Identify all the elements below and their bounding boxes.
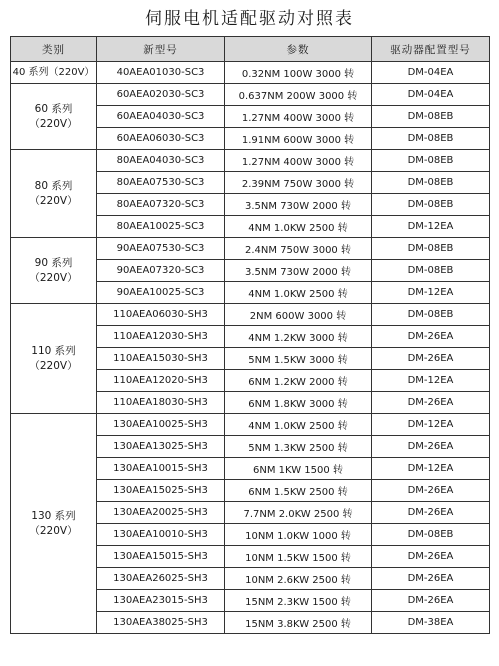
driver-cell: DM-26EA — [372, 590, 490, 612]
driver-cell: DM-26EA — [372, 568, 490, 590]
params-cell: 10NM 2.6KW 2500 转 — [225, 568, 372, 590]
driver-cell: DM-26EA — [372, 502, 490, 524]
driver-cell: DM-38EA — [372, 612, 490, 634]
model-cell: 130AEA15015-SH3 — [97, 546, 225, 568]
category-voltage: （220V） — [29, 271, 78, 284]
params-cell: 15NM 2.3KW 1500 转 — [225, 590, 372, 612]
params-cell: 6NM 1KW 1500 转 — [225, 458, 372, 480]
model-cell: 130AEA20025-SH3 — [97, 502, 225, 524]
model-cell: 130AEA15025-SH3 — [97, 480, 225, 502]
category-voltage: （220V） — [29, 524, 78, 537]
model-cell: 80AEA07530-SC3 — [97, 172, 225, 194]
page-title: 伺服电机适配驱动对照表 — [145, 9, 354, 29]
model-cell: 80AEA10025-SC3 — [97, 216, 225, 238]
table-row — [11, 150, 490, 172]
params-cell: 1.91NM 600W 3000 转 — [225, 128, 372, 150]
model-cell: 80AEA07320-SC3 — [97, 194, 225, 216]
params-cell: 5NM 1.5KW 3000 转 — [225, 348, 372, 370]
driver-cell: DM-12EA — [372, 370, 490, 392]
model-cell: 110AEA15030-SH3 — [97, 348, 225, 370]
category-cell — [11, 150, 97, 238]
model-cell: 90AEA07320-SC3 — [97, 260, 225, 282]
table-row — [11, 304, 490, 326]
params-cell: 3.5NM 730W 2000 转 — [225, 260, 372, 282]
driver-cell: DM-26EA — [372, 480, 490, 502]
model-cell: 130AEA23015-SH3 — [97, 590, 225, 612]
model-cell: 60AEA04030-SC3 — [97, 106, 225, 128]
category-voltage: （220V） — [29, 117, 78, 130]
category-cell — [11, 414, 97, 634]
params-cell: 4NM 1.0KW 2500 转 — [225, 216, 372, 238]
header-model: 新型号 — [97, 37, 225, 62]
params-cell: 3.5NM 730W 2000 转 — [225, 194, 372, 216]
driver-cell: DM-12EA — [372, 282, 490, 304]
model-cell: 130AEA38025-SH3 — [97, 612, 225, 634]
header-driver: 驱动器配置型号 — [372, 37, 490, 62]
model-cell: 130AEA26025-SH3 — [97, 568, 225, 590]
model-cell: 80AEA04030-SC3 — [97, 150, 225, 172]
model-cell: 60AEA02030-SC3 — [97, 84, 225, 106]
category-series: 80 系列 — [34, 179, 73, 192]
params-cell: 6NM 1.5KW 2500 转 — [225, 480, 372, 502]
table-row — [11, 62, 490, 84]
model-cell: 90AEA10025-SC3 — [97, 282, 225, 304]
header-row — [11, 37, 490, 62]
params-cell: 6NM 1.8KW 3000 转 — [225, 392, 372, 414]
model-cell: 110AEA06030-SH3 — [97, 304, 225, 326]
params-cell: 0.637NM 200W 3000 转 — [225, 84, 372, 106]
driver-cell: DM-26EA — [372, 546, 490, 568]
table-row — [11, 238, 490, 260]
category-voltage: （220V） — [29, 194, 78, 207]
params-cell: 10NM 1.5KW 1500 转 — [225, 546, 372, 568]
driver-cell: DM-08EB — [372, 106, 490, 128]
params-cell: 1.27NM 400W 3000 转 — [225, 150, 372, 172]
category-cell — [11, 238, 97, 304]
model-cell: 130AEA10015-SH3 — [97, 458, 225, 480]
model-cell: 60AEA06030-SC3 — [97, 128, 225, 150]
params-cell: 15NM 3.8KW 2500 转 — [225, 612, 372, 634]
params-cell: 10NM 1.0KW 1000 转 — [225, 524, 372, 546]
table-row — [11, 414, 490, 436]
params-cell: 6NM 1.2KW 2000 转 — [225, 370, 372, 392]
model-cell: 110AEA18030-SH3 — [97, 392, 225, 414]
driver-cell: DM-26EA — [372, 392, 490, 414]
model-cell: 90AEA07530-SC3 — [97, 238, 225, 260]
category-cell — [11, 304, 97, 414]
category-series: 60 系列 — [34, 102, 73, 115]
driver-cell: DM-04EA — [372, 62, 490, 84]
driver-cell: DM-26EA — [372, 436, 490, 458]
driver-cell: DM-08EB — [372, 238, 490, 260]
params-cell: 4NM 1.0KW 2500 转 — [225, 282, 372, 304]
category-series: 130 系列 — [31, 509, 76, 522]
params-cell: 4NM 1.0KW 2500 转 — [225, 414, 372, 436]
params-cell: 2NM 600W 3000 转 — [225, 304, 372, 326]
driver-cell: DM-12EA — [372, 216, 490, 238]
category-series: 110 系列 — [31, 344, 76, 357]
driver-cell: DM-08EB — [372, 194, 490, 216]
params-cell: 5NM 1.3KW 2500 转 — [225, 436, 372, 458]
driver-cell: DM-08EB — [372, 524, 490, 546]
driver-cell: DM-12EA — [372, 458, 490, 480]
category-voltage: （220V） — [29, 359, 78, 372]
driver-cell: DM-08EB — [372, 304, 490, 326]
category-series: 40 系列（220V） — [12, 67, 95, 78]
category-series: 90 系列 — [34, 256, 73, 269]
model-cell: 130AEA10025-SH3 — [97, 414, 225, 436]
driver-cell: DM-08EB — [372, 150, 490, 172]
driver-cell: DM-08EB — [372, 172, 490, 194]
params-cell: 7.7NM 2.0KW 2500 转 — [225, 502, 372, 524]
category-cell — [11, 84, 97, 150]
model-cell: 110AEA12030-SH3 — [97, 326, 225, 348]
driver-cell: DM-08EB — [372, 260, 490, 282]
driver-cell: DM-04EA — [372, 84, 490, 106]
header-params: 参数 — [225, 37, 372, 62]
driver-cell: DM-12EA — [372, 414, 490, 436]
model-cell: 40AEA01030-SC3 — [97, 62, 225, 84]
table-header — [11, 37, 490, 62]
params-cell: 2.4NM 750W 3000 转 — [225, 238, 372, 260]
model-cell: 130AEA13025-SH3 — [97, 436, 225, 458]
driver-cell: DM-26EA — [372, 348, 490, 370]
params-cell: 1.27NM 400W 3000 转 — [225, 106, 372, 128]
servo-driver-table — [10, 36, 490, 634]
params-cell: 0.32NM 100W 3000 转 — [225, 62, 372, 84]
model-cell: 130AEA10010-SH3 — [97, 524, 225, 546]
driver-cell: DM-08EB — [372, 128, 490, 150]
table-row — [11, 84, 490, 106]
model-cell: 110AEA12020-SH3 — [97, 370, 225, 392]
table-body — [11, 62, 490, 634]
header-category: 类别 — [11, 37, 97, 62]
params-cell: 4NM 1.2KW 3000 转 — [225, 326, 372, 348]
driver-cell: DM-26EA — [372, 326, 490, 348]
params-cell: 2.39NM 750W 3000 转 — [225, 172, 372, 194]
category-cell — [11, 62, 97, 84]
